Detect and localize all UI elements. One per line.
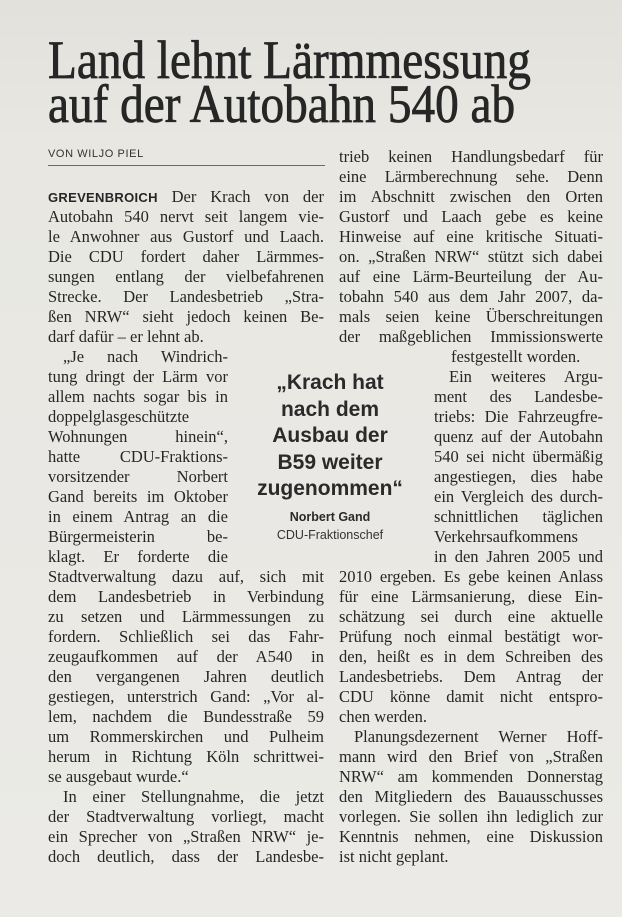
text-line: gestiegen, unterstrich Gand: „Vor al- [48, 687, 324, 706]
text-line: Bürgermeisterin be- [48, 527, 228, 546]
paragraph [339, 367, 603, 727]
text-line: dem Landesbetrieb in Verbindung [48, 587, 324, 606]
text-line: in einem Antrag an die [48, 507, 228, 526]
text-line: im Abschnitt zwischen den Orten [339, 187, 603, 206]
pull-quote-line: „Krach hat [276, 371, 384, 394]
text-line: mals seien keine Überschreitungen [339, 307, 603, 326]
text-line: den Mitgliedern des Bauausschusses [339, 787, 603, 806]
pull-quote-line: nach dem [280, 397, 380, 421]
headline-line: Land lehnt Lärmmessung [48, 30, 531, 90]
text-line: Verkehrsaufkommens [434, 527, 578, 546]
text-line: quenz auf der Autobahn [434, 427, 603, 446]
text-line: In einer Stellungnahme, die jetzt [63, 787, 324, 806]
text-line: Kenntnis nehmen, eine Diskussion [339, 827, 603, 846]
text-line: triebs: Die Fahrzeugfre- [434, 407, 603, 426]
text-line: klagt. Er forderte die [48, 547, 228, 566]
text-line: schätzung sei durch eine aktuelle [339, 607, 603, 626]
text-line: allem nachts sogar bis in [48, 387, 228, 406]
text-line: fordern. Schließlich sei das Fahr- [48, 627, 324, 646]
paragraph [339, 147, 603, 367]
paragraph [339, 727, 603, 867]
text-line: um Rommerskirchen und Pulheim [48, 727, 324, 746]
text-line: den vergangenen Jahren deutlich [48, 667, 324, 686]
text-line: NRW“ am kommenden Donnerstag [339, 767, 603, 786]
paragraph [48, 187, 324, 347]
text-line: vorsitzender Norbert [48, 467, 228, 486]
text-line: der maßgeblichen Immissionswerte [339, 327, 603, 346]
text-line: se ausgebaut wurde.“ [48, 767, 189, 786]
text-line: „Je nach Windrich- [63, 347, 228, 366]
text-line: eine Lärmberechnung sehe. Denn [339, 167, 603, 186]
text-line: Ein weiteres Argu- [449, 367, 603, 386]
text-line: ein Vergleich des durch- [434, 487, 603, 506]
text-line: den, heißt es in dem Schreiben des [339, 647, 603, 666]
text-line: vorlegen. Sie sollen ihn lediglich zur [339, 807, 603, 826]
text-line: Planungsdezernent Werner Hoff- [354, 727, 603, 746]
text-line: auf eine Lärm-Beurteilung der Au- [339, 267, 603, 286]
article-headline [48, 30, 600, 134]
text-line: Landesbetriebs. Dem Antrag der [339, 667, 603, 686]
dateline: GREVENBROICH [48, 190, 158, 205]
quote-author-role: CDU-Fraktionschef [276, 527, 384, 542]
quote-author: Norbert Gand [289, 509, 371, 524]
text-line: le Anwohner aus Gustorf und Laach. [48, 227, 324, 246]
text-line: Autobahn 540 nervt seit langem vie- [48, 207, 324, 226]
text-line: sungen entlang der vielbefahrenen [48, 267, 324, 286]
text-line: für eine Lärmsanierung, diese Ein- [339, 587, 603, 606]
text-line [48, 187, 324, 207]
text-line: der Stadtverwaltung vorliegt, macht [48, 807, 324, 826]
text-line: Gand bereits im Oktober [48, 487, 228, 506]
text-line: festgestellt worden. [451, 347, 581, 366]
text-line: 540 sei nicht übermäßig [434, 447, 603, 466]
text-line: Hinweise auf eine kritische Situati- [339, 227, 603, 246]
headline-line: auf der Autobahn 540 ab [48, 74, 516, 134]
text-line: tung dringt der Lärm vor [48, 367, 228, 386]
text-line: trieb keinen Handlungsbedarf für [339, 147, 603, 166]
text-line: doch deutlich, dass der Landesbe- [48, 847, 324, 866]
text-line: ßen NRW“ sieht jedoch keinen Be- [48, 307, 324, 326]
text-line: tobahn 540 aus dem Jahr 2007, da- [339, 287, 603, 306]
text-line: Stadtverwaltung dazu auf, sich mit [48, 567, 324, 586]
text-line: Strecke. Der Landesbetrieb „Stra- [48, 287, 324, 306]
text-line: Die CDU fordert daher Lärmmes- [48, 247, 324, 266]
pull-quote-line: Ausbau der [272, 424, 388, 447]
text-line: CDU könne damit nicht entspro- [339, 687, 603, 706]
text-line: darf dafür – er lehnt ab. [48, 327, 204, 346]
text-line: herum in Richtung Köln schrittwei- [48, 747, 324, 766]
pull-quote-line: B59 weiter [277, 450, 383, 474]
text-line: angestiegen, dies habe [434, 467, 603, 486]
text-line: Gustorf und Laach gebe es keine [339, 207, 603, 226]
text-line: schnittlichen täglichen [434, 507, 603, 526]
text-line-content: Der Krach von der [171, 187, 324, 206]
text-line: 2010 ergeben. Es gebe keinen Anlass [339, 567, 603, 586]
text-line: chen werden. [339, 707, 427, 726]
text-line: ist nicht geplant. [339, 847, 449, 866]
text-line: in den Jahren 2005 und [434, 547, 603, 566]
pull-quote-line: zugenommen“ [257, 477, 403, 500]
byline: VON WILJO PIEL [48, 148, 325, 166]
text-line: ment des Landesbe- [434, 387, 603, 406]
text-line: hatte CDU-Fraktions- [48, 447, 228, 466]
text-line: lem, nachdem die Bundesstraße 59 [48, 707, 324, 726]
text-line: on. „Straßen NRW“ stützt sich dabei [339, 247, 603, 266]
text-line: zeugaufkommen auf der A540 in [48, 647, 324, 666]
text-line: zu setzen und Lärmmessungen zu [48, 607, 324, 626]
text-line: mann wird den Brief von „Straßen [339, 747, 603, 766]
text-line: Prüfung noch einmal bestätigt wor- [339, 627, 603, 646]
right-column [339, 147, 603, 867]
text-line: ein Sprecher von „Straßen NRW“ je- [48, 827, 324, 846]
paragraph [48, 787, 324, 867]
text-line: doppelglasgeschützte [48, 407, 190, 426]
text-line: Wohnungen hinein“, [48, 427, 228, 446]
